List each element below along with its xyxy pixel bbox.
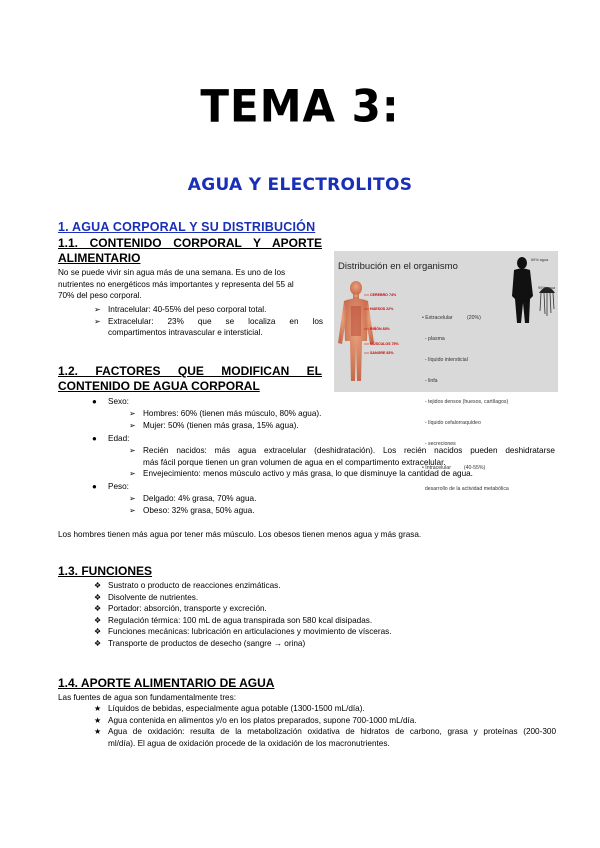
- diamond-bullet-icon: ❖: [94, 604, 102, 614]
- section-1-2-edad-items: [129, 445, 555, 480]
- list-item: ➢ Intracelular: 40-55% del peso corporal total.: [94, 305, 267, 314]
- list-item: ❖ Disolvente de nutrientes.: [94, 592, 199, 602]
- diamond-bullet-icon: ❖: [94, 581, 102, 590]
- label-muscles: MÚSCULOS 75%: [370, 342, 399, 346]
- dot-bullet-icon: ●: [92, 434, 97, 443]
- arrow-bullet-icon: ➢: [129, 505, 136, 515]
- list-item: ➢ Mujer: 50% (tienen más grasa, 15% agua).: [129, 420, 299, 430]
- group-edad: ● Edad:: [92, 434, 130, 443]
- list-item: compartimentos intravascular e intersticial.: [108, 328, 263, 338]
- section-1-2-edad: [92, 433, 558, 445]
- dot-bullet-icon: ●: [92, 397, 97, 406]
- diamond-bullet-icon: ❖: [94, 638, 102, 648]
- section-1-1-heading: 1.1. CONTENIDO CORPORAL Y APORTE ALIMENTARIO: [58, 236, 322, 265]
- star-bullet-icon: ★: [94, 715, 102, 725]
- figure-title: Distribución en el organismo: [338, 261, 458, 272]
- arrow-bullet-icon: ➢: [129, 409, 136, 418]
- list-item: ➢ Extracelular: 23% que se localiza en los: [94, 316, 323, 326]
- section-1-2-groups: [92, 396, 558, 408]
- section-1-4-heading: 1.4. APORTE ALIMENTARIO DE AGUA: [58, 676, 275, 690]
- dot-bullet-icon: ●: [92, 482, 97, 491]
- section-1-3-heading: 1.3. FUNCIONES: [58, 564, 153, 578]
- list-item: ml/día). El agua de oxidación procede de la oxidación de los macronutrientes.: [108, 738, 390, 748]
- label-kidney: RIÑÓN 83%: [370, 327, 390, 331]
- list-item: ➢ Recién nacidos: más agua extracelular (deshidratación). Los recién nacidos pueden deshidratarse: [129, 446, 555, 455]
- label-blood: SANGRE 83%: [370, 351, 394, 355]
- section-1-2-heading: 1.2. FACTORES QUE MODIFICAN EL CONTENIDO DE AGUA CORPORAL: [58, 364, 322, 393]
- list-item: ➢ Obeso: 32% grasa, 50% agua.: [129, 505, 255, 515]
- section-1-2-sexo-items: [129, 408, 553, 431]
- list-item: ➢ Delgado: 4% grasa, 70% agua.: [129, 494, 257, 503]
- section-1-4-list: [94, 703, 556, 749]
- list-item: ★ Líquidos de bebidas, especialmente agua potable (1300-1500 mL/día).: [94, 704, 365, 713]
- arrow-bullet-icon: ➢: [129, 446, 136, 455]
- section-1-3-list: [94, 580, 558, 650]
- group-sexo: ● Sexo:: [92, 397, 129, 406]
- diamond-bullet-icon: ❖: [94, 592, 102, 602]
- star-bullet-icon: ★: [94, 704, 102, 713]
- list-item: más fácil porque tienen un gran volumen de agua en el compartimento extracelular.: [143, 457, 446, 467]
- label-bones: HUESOS 22%: [370, 307, 394, 311]
- star-bullet-icon: ★: [94, 727, 102, 737]
- section-1-2-summary: Los hombres tienen más agua por tener más músculo. Los obesos tienen menos agua y más grasa.: [58, 530, 422, 539]
- section-1-2-peso: [92, 481, 558, 493]
- arrow-bullet-icon: ➢: [129, 469, 136, 479]
- list-item: ★ Agua de oxidación: resulta de la metabolización oxidativa de hidratos de carbono, grasa y proteínas (200-300: [94, 727, 556, 737]
- list-item: ❖ Funciones mecánicas: lubricación en articulaciones y movimiento de vísceras.: [94, 627, 392, 637]
- list-item: ➢ Envejecimiento: menos músculo activo y más grasa, lo que disminuye la cantidad de agua.: [129, 469, 473, 479]
- section-1-heading: 1. AGUA CORPORAL Y SU DISTRIBUCIÓN: [58, 220, 316, 234]
- list-item: ❖ Sustrato o producto de reacciones enzimáticas.: [94, 581, 281, 590]
- arrow-bullet-icon: ➢: [129, 494, 136, 503]
- section-1-1-list: [94, 304, 323, 339]
- list-item: ★ Agua contenida en alimentos y/o en los platos preparados, supone 700-1000 mL/día.: [94, 715, 417, 725]
- list-item: ❖ Regulación térmica: 100 mL de agua transpirada son 580 kcal disipadas.: [94, 615, 373, 625]
- arrow-bullet-icon: ➢: [94, 316, 101, 326]
- label-brain: CEREBRO 74%: [370, 293, 397, 297]
- figure-list: • Extracelular (20%) - plasma - líquido intersticial - linfa - tejidos densos (huesos, cartílagos) - líquido cefalorraquídeo - secreciones • Intracelular (40-55%) desarrollo de la actividad metabólica: [422, 315, 509, 492]
- diamond-bullet-icon: ❖: [94, 627, 102, 637]
- page-subtitle: AGUA Y ELECTROLITOS: [187, 175, 413, 195]
- label-60-agua: 60% agua: [531, 258, 549, 262]
- section-1-1-paragraph: No se puede vivir sin agua más de una semana. Es uno de los nutrientes no energéticos más importantes y representa del 55 al 70% del peso corporal.: [58, 268, 294, 301]
- arrow-bullet-icon: ➢: [129, 420, 136, 430]
- list-item: ❖ Transporte de productos de desecho (sangre → orina): [94, 638, 306, 648]
- page-title: TEMA 3:: [200, 80, 400, 133]
- arrow-bullet-icon: ➢: [94, 305, 101, 314]
- label-90-agua: 90% agua: [538, 286, 556, 290]
- section-1-2-peso-items: [129, 493, 553, 516]
- list-item: ❖ Portador: absorción, transporte y excreción.: [94, 604, 267, 614]
- section-1-4-intro: Las fuentes de agua son fundamentalmente tres:: [58, 693, 236, 702]
- diamond-bullet-icon: ❖: [94, 615, 102, 625]
- group-peso: ● Peso:: [92, 482, 129, 491]
- list-item: ➢ Hombres: 60% (tienen más músculo, 80% agua).: [129, 409, 322, 418]
